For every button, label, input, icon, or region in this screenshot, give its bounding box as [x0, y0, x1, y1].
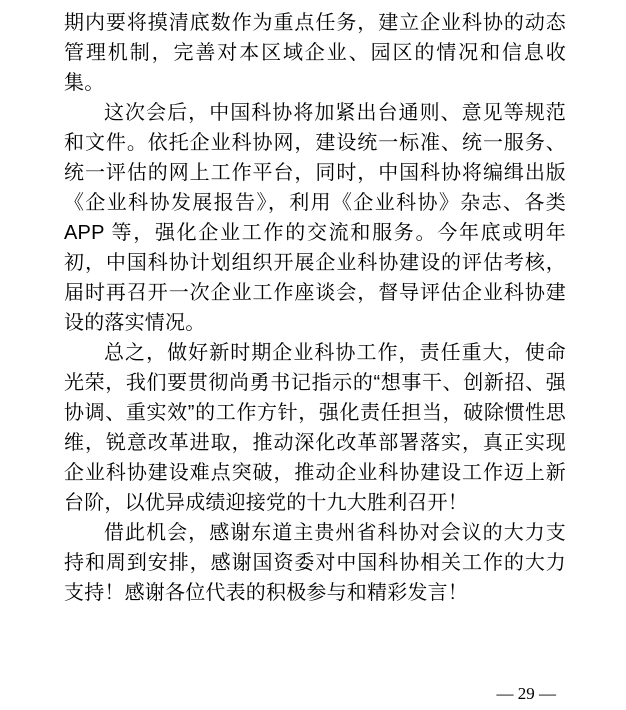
- paragraph: 总之，做好新时期企业科协工作，责任重大，使命光荣，我们要贯彻尚勇书记指示的“想事干、创新招、强协调、重实效”的工作方针，强化责任担当，破除惯性思维，锐意改革进取，推动深化改革部署落实，真正实现企业科协建设难点突破，推动企业科协建设工作迈上新台阶，以优异成绩迎接党的十九大胜利召开！: [64, 342, 566, 514]
- paragraph: 这次会后，中国科协将加紧出台通则、意见等规范和文件。依托企业科协网，建设统一标准、统一服务、统一评估的网上工作平台，同时，中国科协将编缉出版《企业科协发展报告》，利用《企业科协》杂志、各类 APP 等，强化企业工作的交流和服务。今年底或明年初，中国科协计划组织开展企业科协建设的评估考核，届时再召开一次企业工作座谈会，督导评估企业科协建设的落实情况。: [64, 102, 566, 334]
- page-number: — 29 —: [496, 684, 556, 703]
- paragraph: 借此机会，感谢东道主贵州省科协对会议的大力支持和周到安排，感谢国资委对中国科协相关工作的大力支持！感谢各位代表的积极参与和精彩发言！: [64, 522, 566, 604]
- document-text-block: [64, 8, 566, 608]
- paragraph-continuation: 期内要将摸清底数作为重点任务，建立企业科协的动态管理机制，完善对本区域企业、园区的情况和信息收集。: [64, 12, 566, 94]
